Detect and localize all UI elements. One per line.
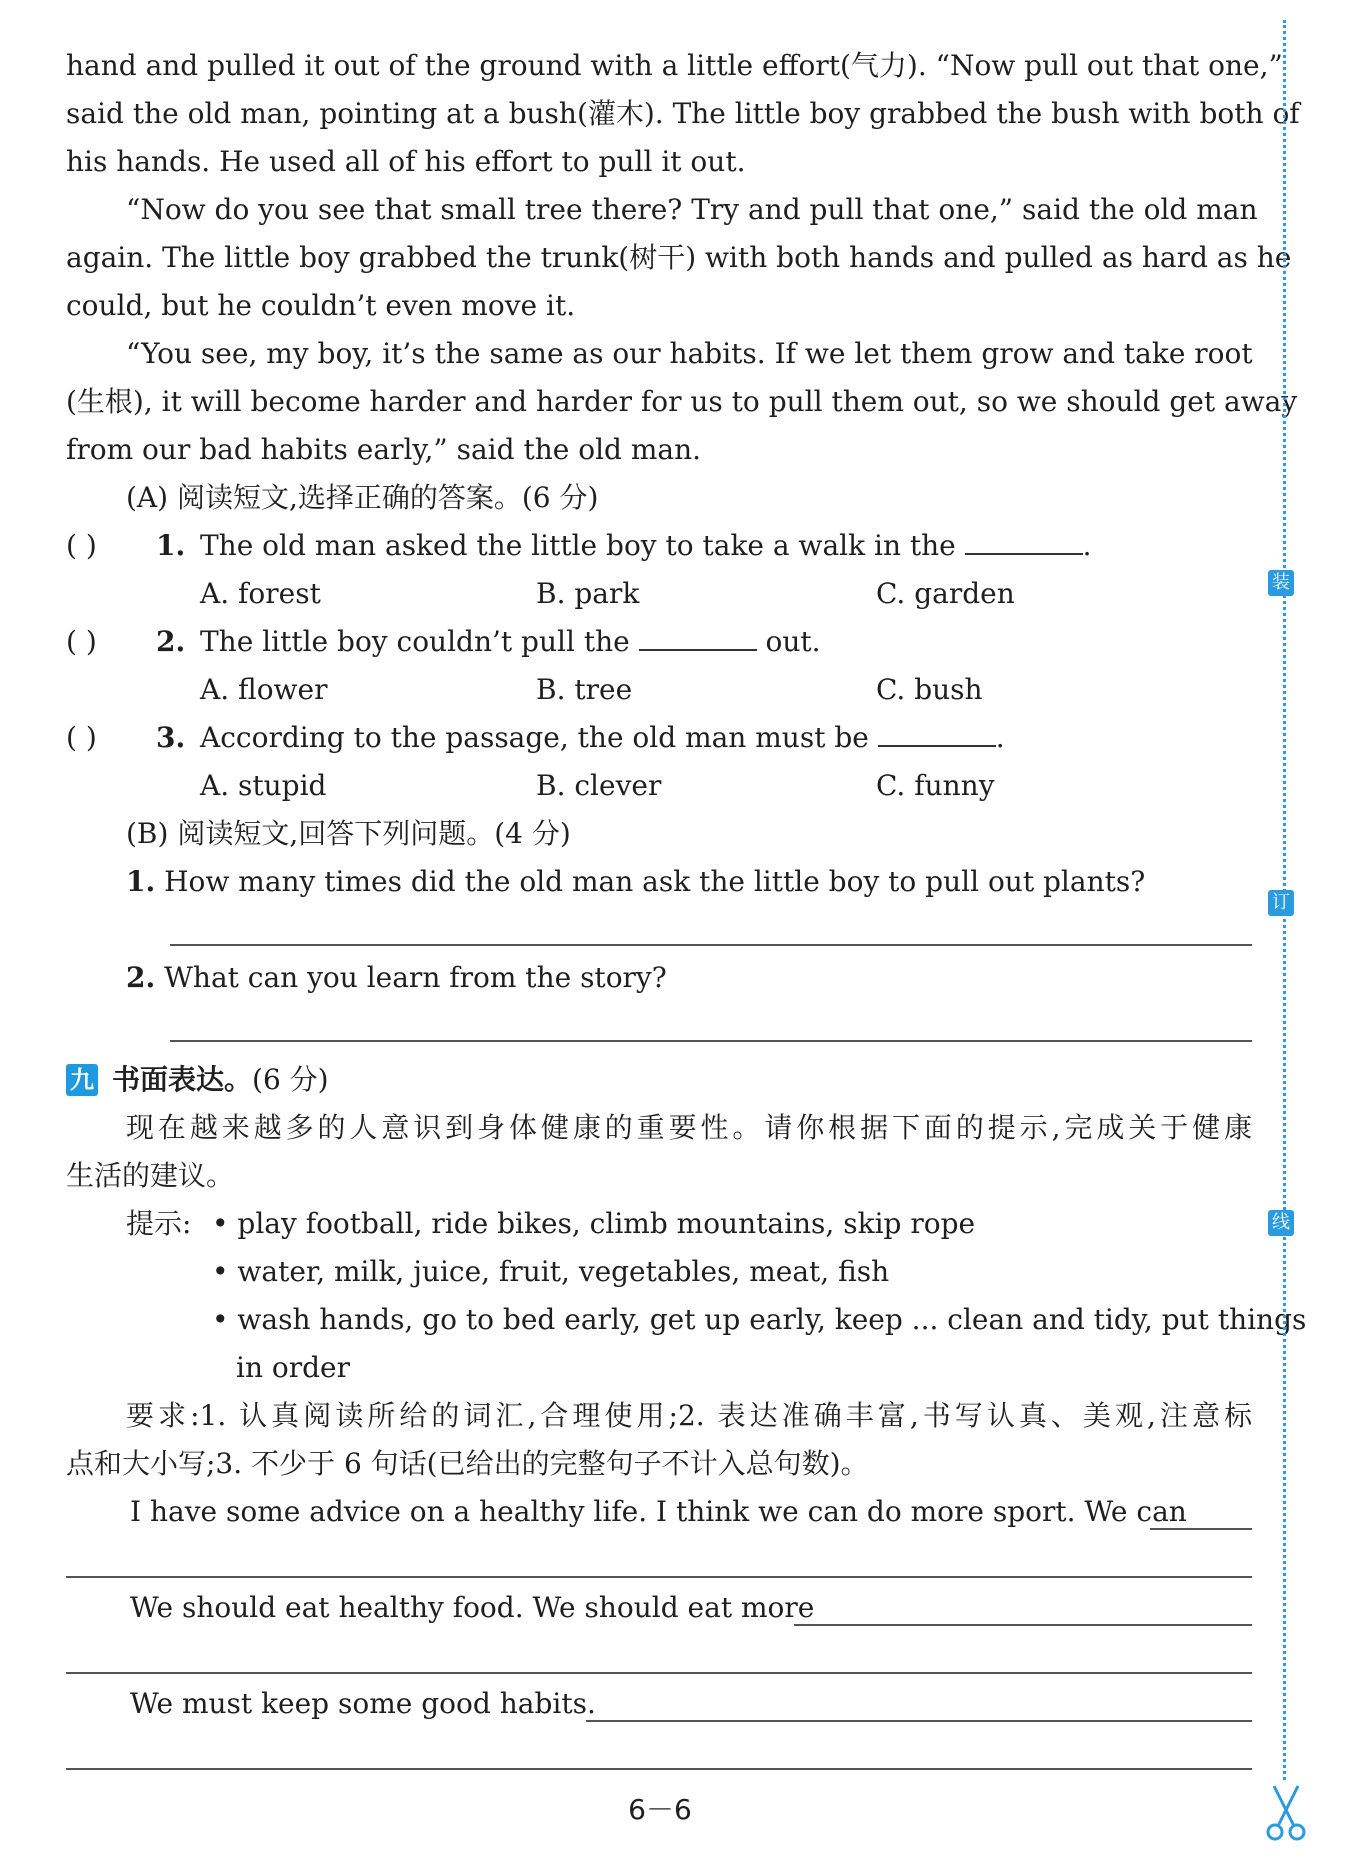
scissors-icon	[1262, 1782, 1310, 1842]
answer-paren-1[interactable]: ( )	[66, 529, 97, 562]
passage-line-2: said the old man, pointing at a bush(灌木). The little boy grabbed the bush with both of	[66, 97, 1300, 130]
section-title: 书面表达。	[112, 1063, 253, 1096]
passage-line-9: from our bad habits early,” said the old man.	[66, 433, 702, 466]
part-b-question-1	[126, 858, 1252, 906]
answer-paren-3[interactable]: ( )	[66, 721, 97, 754]
hint-item-1: • play football, ride bikes, climb mountains, skip rope	[212, 1207, 976, 1240]
section-score: (6 分)	[252, 1063, 329, 1096]
question-1	[200, 522, 1092, 570]
passage-line-3: his hands. He used all of his effort to pull it out.	[66, 145, 746, 178]
passage-line-6: could, but he couldn’t even move it.	[66, 289, 576, 322]
option-3b[interactable]: B. clever	[536, 769, 662, 802]
passage-line-1: hand and pulled it out of the ground with a little effort(气力). “Now pull out that one,”	[66, 49, 1283, 82]
writing-sentence-1: I have some advice on a healthy life. I think we can do more sport. We can	[130, 1495, 1187, 1528]
question-3-after: .	[995, 721, 1005, 754]
writing-blank-3[interactable]	[586, 1720, 1252, 1722]
writing-sentence-3: We must keep some good habits.	[130, 1687, 596, 1720]
binding-tab-zhuang: 装	[1268, 570, 1294, 596]
option-2b[interactable]: B. tree	[536, 673, 633, 706]
section-heading	[112, 1056, 712, 1104]
part-b-heading: (B) 阅读短文,回答下列问题。(4 分)	[126, 817, 571, 850]
section-intro-1: 现在越来越多的人意识到身体健康的重要性。请你根据下面的提示,完成关于健康	[126, 1111, 1252, 1144]
question-number-3: 3.	[156, 721, 186, 754]
page-number: 6－6	[628, 1793, 692, 1826]
question-1-after: .	[1082, 529, 1092, 562]
question-2	[200, 618, 821, 666]
question-3-blank[interactable]	[878, 715, 996, 747]
writing-line-2[interactable]	[66, 1672, 1252, 1674]
part-b-question-2	[126, 954, 1252, 1002]
question-3-text: According to the passage, the old man must be	[200, 721, 869, 754]
question-1-text: The old man asked the little boy to take a walk in the	[200, 529, 956, 562]
writing-blank-2[interactable]	[794, 1624, 1252, 1626]
passage-line-4: “Now do you see that small tree there? Try and pull that one,” said the old man	[126, 193, 1258, 226]
question-2-text: The little boy couldn’t pull the	[200, 625, 630, 658]
question-number-1: 1.	[156, 529, 186, 562]
option-1a[interactable]: A. forest	[200, 577, 321, 610]
binding-tab-xian: 线	[1268, 1210, 1294, 1236]
question-number-2: 2.	[156, 625, 186, 658]
binding-tab-ding: 订	[1268, 890, 1294, 916]
requirement-line-2: 点和大小写;3. 不少于 6 句话(已给出的完整句子不计入总句数)。	[66, 1447, 869, 1480]
question-1-blank[interactable]	[965, 523, 1083, 555]
hint-item-3-continued: in order	[236, 1351, 351, 1384]
option-1c[interactable]: C. garden	[876, 577, 1015, 610]
writing-line-3[interactable]	[66, 1768, 1252, 1770]
hint-item-2: • water, milk, juice, fruit, vegetables, meat, fish	[212, 1255, 890, 1288]
part-b-answer-line-1[interactable]	[170, 944, 1252, 946]
writing-line-1[interactable]	[66, 1576, 1252, 1578]
option-2a[interactable]: A. flower	[200, 673, 328, 706]
option-1b[interactable]: B. park	[536, 577, 640, 610]
question-2-blank[interactable]	[639, 619, 757, 651]
part-b-q2-number: 2.	[126, 961, 156, 994]
part-b-q2-text: What can you learn from the story?	[164, 961, 667, 994]
question-2-after: out.	[765, 625, 821, 658]
question-3	[200, 714, 1005, 762]
part-b-q1-number: 1.	[126, 865, 156, 898]
hint-item-3: • wash hands, go to bed early, get up early, keep ... clean and tidy, put things	[212, 1303, 1307, 1336]
part-b-answer-line-2[interactable]	[170, 1040, 1252, 1042]
passage-line-7: “You see, my boy, it’s the same as our habits. If we let them grow and take root	[126, 337, 1253, 370]
option-3a[interactable]: A. stupid	[200, 769, 327, 802]
option-2c[interactable]: C. bush	[876, 673, 983, 706]
writing-blank-1[interactable]	[1150, 1528, 1252, 1530]
section-intro-2: 生活的建议。	[66, 1159, 235, 1192]
writing-sentence-2: We should eat healthy food. We should eat more	[130, 1591, 815, 1624]
passage-line-5: again. The little boy grabbed the trunk(树干) with both hands and pulled as hard as he	[66, 241, 1292, 274]
option-3c[interactable]: C. funny	[876, 769, 995, 802]
part-a-heading: (A) 阅读短文,选择正确的答案。(6 分)	[126, 481, 599, 514]
hint-label: 提示:	[126, 1207, 192, 1240]
requirement-line-1: 要求:1. 认真阅读所给的词汇,合理使用;2. 表达准确丰富,书写认真、美观,注意标	[126, 1399, 1252, 1432]
part-b-q1-text: How many times did the old man ask the little boy to pull out plants?	[164, 865, 1146, 898]
passage-line-8: (生根), it will become harder and harder for us to pull them out, so we should get away	[66, 385, 1298, 418]
section-number-badge: 九	[66, 1064, 98, 1096]
answer-paren-2[interactable]: ( )	[66, 625, 97, 658]
